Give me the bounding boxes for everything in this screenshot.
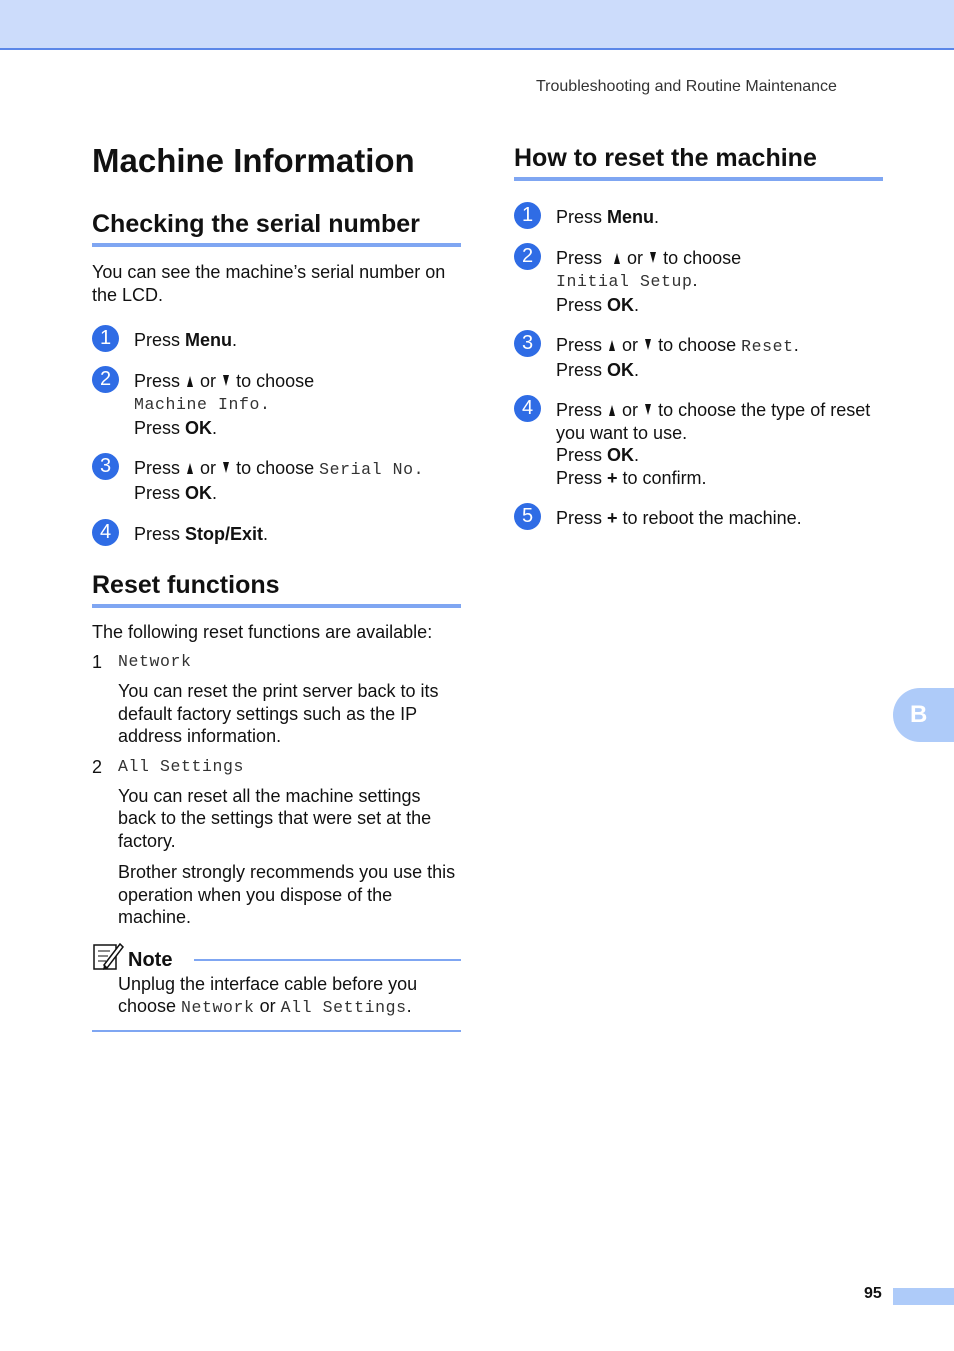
page-title: Machine Information bbox=[92, 142, 415, 179]
stop-exit-key: Stop/Exit bbox=[185, 524, 264, 544]
up-arrow-icon bbox=[614, 253, 620, 264]
step-number-badge: 3 bbox=[514, 330, 541, 357]
reset-item-recommendation: Brother strongly recommends you use this operation when you dispose of the machine. bbox=[118, 862, 456, 927]
list-number: 1 bbox=[92, 652, 103, 672]
down-arrow-icon bbox=[645, 404, 651, 415]
lcd-option: Machine Info. bbox=[134, 395, 271, 414]
up-arrow-icon bbox=[187, 463, 193, 474]
appendix-tab: B bbox=[893, 688, 954, 742]
running-header: Troubleshooting and Routine Maintenance bbox=[536, 78, 837, 95]
note-header bbox=[92, 939, 461, 973]
step-number-badge: 1 bbox=[514, 202, 541, 229]
reset-item-network bbox=[92, 652, 461, 748]
up-arrow-icon bbox=[609, 340, 615, 351]
reset-intro: The following reset functions are available: bbox=[92, 621, 433, 642]
step-number-badge: 4 bbox=[92, 519, 119, 546]
up-arrow-icon bbox=[187, 376, 193, 387]
page-number: 95 bbox=[864, 1285, 882, 1302]
ok-key: OK bbox=[185, 417, 213, 438]
serial-step-1: 1 Press Menu. bbox=[92, 329, 461, 352]
step-number-badge: 3 bbox=[92, 453, 119, 480]
plus-key: + bbox=[607, 467, 618, 488]
reset-item-name: All Settings bbox=[118, 756, 245, 776]
ok-key: OK bbox=[607, 445, 635, 465]
ok-key: OK bbox=[185, 482, 213, 503]
page-number-bar bbox=[893, 1288, 954, 1305]
plus-key: + bbox=[607, 508, 618, 528]
down-arrow-icon bbox=[223, 375, 229, 386]
down-arrow-icon bbox=[650, 252, 656, 263]
serial-intro: You can see the machine’s serial number on the LCD. bbox=[92, 262, 446, 305]
lcd-option: Reset bbox=[741, 337, 794, 356]
reset-step-2: 2 Press or to choose Initial Setup. Press OK. bbox=[514, 247, 883, 317]
serial-heading: Checking the serial number bbox=[92, 209, 461, 247]
header-band bbox=[0, 0, 954, 50]
step-number-badge: 1 bbox=[92, 325, 119, 352]
right-column bbox=[514, 140, 883, 530]
reset-machine-heading: How to reset the machine bbox=[514, 143, 883, 181]
step-number-badge: 2 bbox=[92, 366, 119, 393]
step-number-badge: 4 bbox=[514, 395, 541, 422]
up-arrow-icon bbox=[609, 405, 615, 416]
reset-item-all-settings bbox=[92, 757, 461, 929]
reset-step-4: 4 Press or to choose the type of reset you want to use. Press OK. Press + to confirm. bbox=[514, 399, 883, 489]
step-number-badge: 5 bbox=[514, 503, 541, 530]
reset-functions-heading: Reset functions bbox=[92, 570, 461, 608]
ok-key: OK bbox=[607, 359, 635, 380]
reset-item-name: Network bbox=[118, 652, 192, 671]
reset-step-1: 1 Press Menu. bbox=[514, 206, 883, 229]
note-code-network: Network bbox=[181, 998, 255, 1017]
reset-item-description: You can reset the print server back to its default factory settings such as the IP address information. bbox=[118, 681, 439, 746]
note-title: Note bbox=[128, 949, 173, 971]
step-number-badge: 2 bbox=[514, 243, 541, 270]
left-column bbox=[92, 140, 461, 1032]
note-pencil-icon bbox=[92, 941, 124, 971]
list-number: 2 bbox=[92, 756, 103, 777]
note-code-all-settings: All Settings bbox=[280, 998, 407, 1017]
reset-step-3: 3 Press or to choose Reset. Press OK. bbox=[514, 334, 883, 381]
reset-item-description: You can reset all the machine settings back to the settings that were set at the factory. bbox=[118, 785, 432, 851]
note-rule bbox=[194, 959, 461, 961]
serial-step-3: 3 Press or to choose Serial No. Press OK. bbox=[92, 457, 461, 504]
serial-step-4: 4 Press Stop/Exit. bbox=[92, 523, 461, 546]
ok-key: OK bbox=[607, 294, 635, 315]
reset-step-5: 5 Press + to reboot the machine. bbox=[514, 507, 883, 530]
note-box bbox=[92, 939, 461, 1032]
menu-key: Menu bbox=[185, 330, 233, 350]
down-arrow-icon bbox=[645, 339, 651, 350]
menu-key: Menu bbox=[607, 207, 655, 227]
down-arrow-icon bbox=[223, 462, 229, 473]
serial-step-2: 2 Press or to choose Machine Info. Press OK. bbox=[92, 370, 461, 440]
lcd-option: Serial No. bbox=[319, 460, 425, 479]
note-body: Unplug the interface cable before you choose Network or All Settings. bbox=[92, 973, 461, 1032]
lcd-option: Initial Setup bbox=[556, 272, 693, 291]
